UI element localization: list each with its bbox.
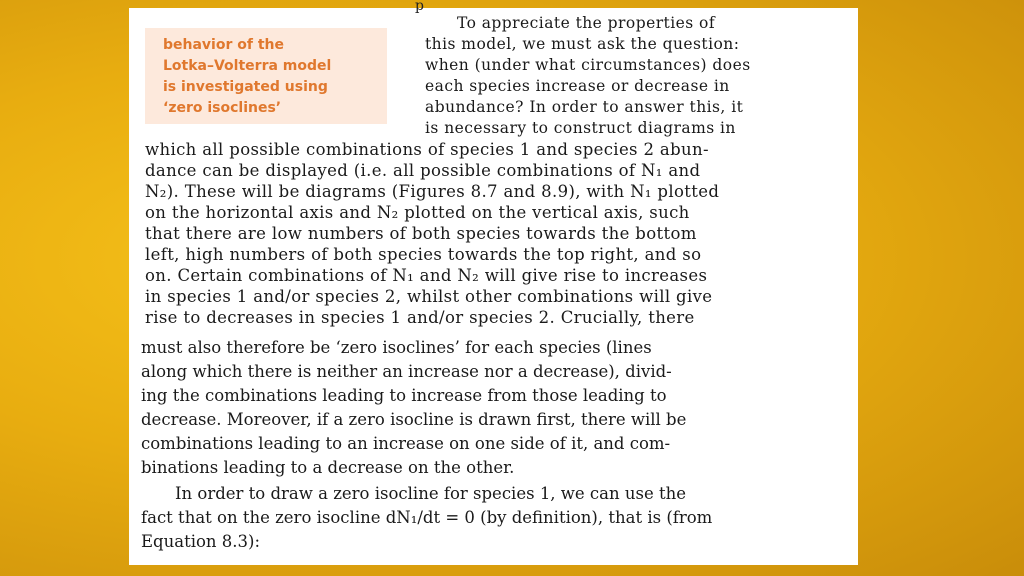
body-text-line: each species increase or decrease in: [425, 77, 730, 95]
body-text-line: which all possible combinations of species 1 and species 2 abun-: [145, 140, 709, 159]
body-text-line: on. Certain combinations of N₁ and N₂ will give rise to increases: [145, 266, 708, 285]
body-text-line: that there are low numbers of both species towards the bottom: [145, 224, 697, 243]
body-text-line: decrease. Moreover, if a zero isocline is drawn first, there will be: [141, 410, 687, 429]
body-text-line: fact that on the zero isocline dN₁/dt = 0 (by definition), that is (from: [141, 508, 713, 527]
body-text-line: along which there is neither an increase nor a decrease), divid-: [141, 362, 672, 381]
body-text-line: must also therefore be ‘zero isoclines’ for each species (lines: [141, 338, 652, 357]
body-text-line: binations leading to a decrease on the other.: [141, 458, 515, 477]
cropped-text-fragment: p: [415, 0, 424, 14]
body-text-line: left, high numbers of both species towards the top right, and so: [145, 245, 702, 264]
body-text-line: abundance? In order to answer this, it: [425, 98, 744, 116]
body-text-line: this model, we must ask the question:: [425, 35, 740, 53]
body-text-line: rise to decreases in species 1 and/or species 2. Crucially, there: [145, 308, 695, 327]
body-text-line: Equation 8.3):: [141, 532, 261, 551]
body-text-line: combinations leading to an increase on one side of it, and com-: [141, 434, 671, 453]
body-text-line: dance can be displayed (i.e. all possible combinations of N₁ and: [145, 161, 701, 180]
margin-note: [145, 28, 387, 124]
margin-note-line: is investigated using: [163, 79, 328, 95]
margin-note-line: behavior of the: [163, 37, 284, 53]
body-text-line: in species 1 and/or species 2, whilst other combinations will give: [145, 287, 713, 306]
body-text-line: N₂). These will be diagrams (Figures 8.7 and 8.9), with N₁ plotted: [145, 182, 720, 201]
margin-note-line: ‘zero isoclines’: [163, 100, 282, 116]
body-text-line: In order to draw a zero isocline for species 1, we can use the: [175, 484, 687, 503]
margin-note-line: Lotka–Volterra model: [163, 58, 332, 74]
body-text-line: when (under what circumstances) does: [425, 56, 751, 74]
body-text-line: ing the combinations leading to increase from those leading to: [141, 386, 667, 405]
body-text-line: is necessary to construct diagrams in: [425, 119, 736, 137]
body-text-line: on the horizontal axis and N₂ plotted on the vertical axis, such: [145, 203, 690, 222]
body-text-line: To appreciate the properties of: [457, 14, 716, 32]
textbook-page-scan: [129, 0, 858, 565]
